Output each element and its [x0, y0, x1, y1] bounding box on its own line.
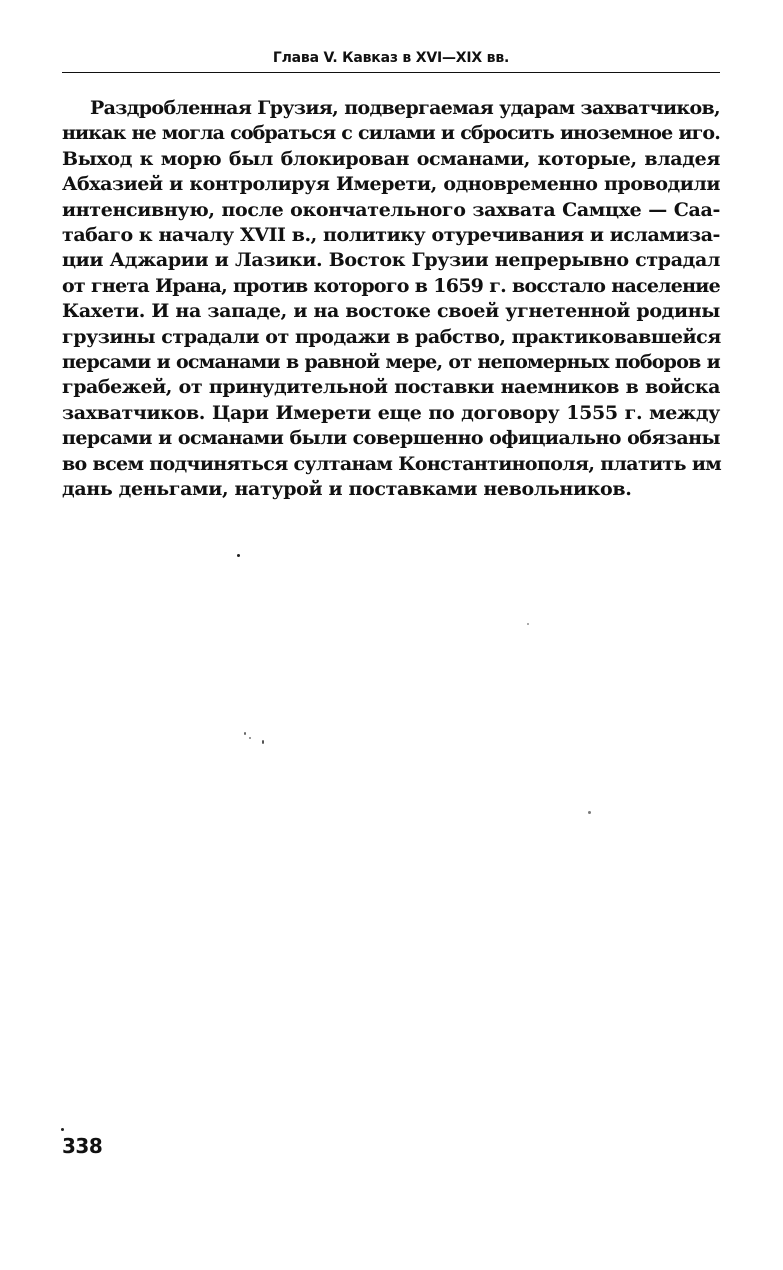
scan-speck [527, 623, 529, 625]
scan-speck [588, 811, 591, 814]
page-number: 338 [62, 1134, 103, 1158]
scan-speck [244, 732, 246, 735]
scan-speck [61, 1128, 64, 1131]
text-line: грабежей, от принудительной поставки наемников в войска [62, 376, 720, 399]
body-paragraph [62, 96, 720, 503]
text-line: захватчиков. Цари Имерети еще по договору 1555 г. между [62, 401, 720, 424]
text-line: никак не могла собраться с силами и сбросить иноземное иго. [62, 122, 720, 145]
scan-speck [262, 740, 264, 744]
text-line: во всем подчиняться султанам Константинополя, платить им [62, 452, 722, 475]
scan-speck [237, 554, 240, 557]
text-line: ции Аджарии и Лазики. Восток Грузии непрерывно страдал [62, 249, 720, 272]
text-line: Выход к морю был блокирован османами, которые, владея [62, 147, 720, 170]
text-line: персами и османами были совершенно официально обязаны [62, 427, 720, 450]
text-line: Раздробленная Грузия, подвергаемая ударам захватчиков, [90, 97, 720, 119]
text-line: табаго к началу XVII в., политику отуречивания и исламиза- [62, 224, 720, 247]
text-line: Абхазией и контролируя Имерети, одновременно проводили [62, 173, 720, 196]
text-line: от гнета Ирана, против которого в 1659 г. восстало население [62, 274, 720, 297]
text-line: интенсивную, после окончательного захвата Самцхе — Саа- [62, 198, 720, 221]
scan-speck [249, 737, 251, 739]
text-line: дань деньгами, натурой и поставками невольников. [62, 478, 632, 501]
text-line: Кахети. И на западе, и на востоке своей угнетенной родины [62, 300, 720, 323]
text-line: грузины страдали от продажи в рабство, практиковавшейся [62, 325, 721, 348]
header-rule [62, 72, 720, 73]
text-line: персами и османами в равной мере, от непомерных поборов и [62, 351, 720, 374]
running-title: Глава V. Кавказ в XVI—XIX вв. [272, 50, 510, 66]
